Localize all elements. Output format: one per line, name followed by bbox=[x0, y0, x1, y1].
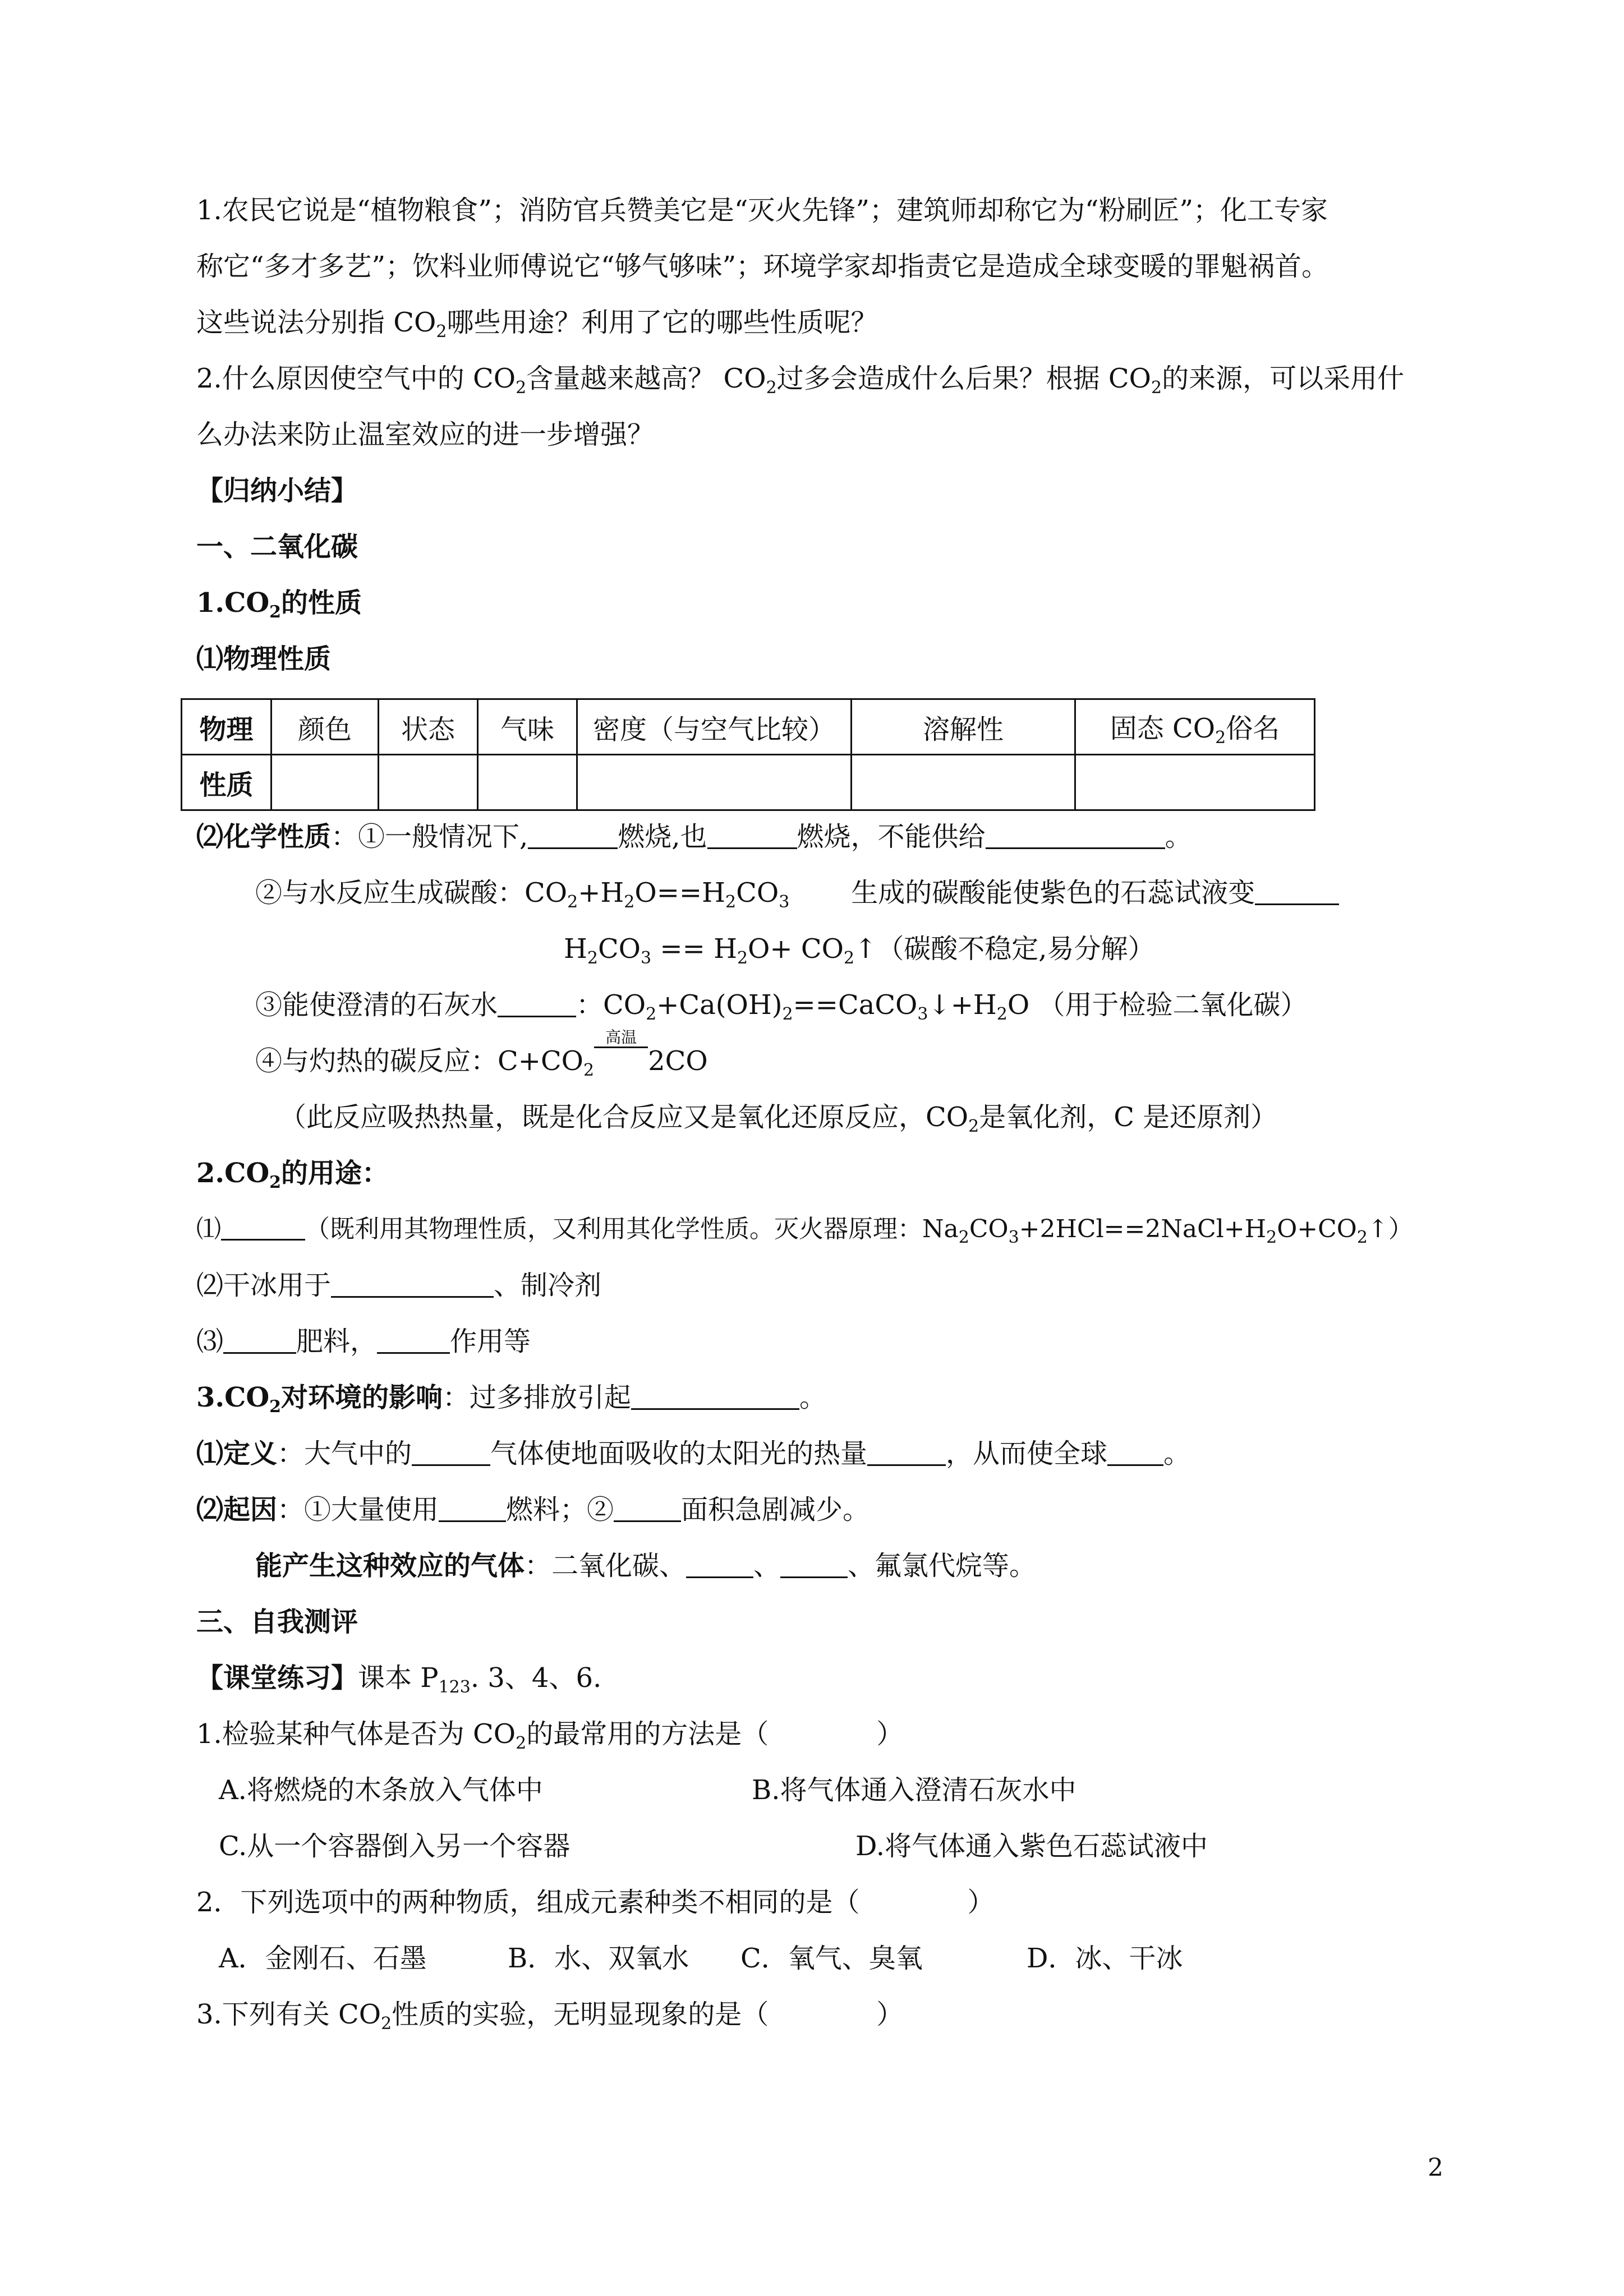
section-1-heading: 一、二氧化碳 bbox=[196, 531, 358, 563]
chemical-properties-line-4: ③能使澄清的石灰水 ：$CO_2+Ca(OH)_2==CaCO_3↓+H_2O$ （用于检验二氧化碳） bbox=[255, 989, 1308, 1024]
chemical-properties-note: （此反应吸热热量，既是化合反应又是氧化还原反应，$CO_2$是氧化剂，C 是还原剂） bbox=[279, 1101, 1278, 1136]
table-row bbox=[182, 699, 1315, 755]
blank-cell bbox=[272, 755, 379, 810]
mc-question-3: 3.下列有关 $CO_2$性质的实验，无明显现象的是（ ） bbox=[196, 1999, 904, 2034]
blank bbox=[686, 1552, 753, 1578]
blank bbox=[614, 1496, 681, 1522]
blank bbox=[1107, 1440, 1163, 1466]
environment-heading: $3.CO_2$对环境的影响：过多排放引起 。 bbox=[196, 1382, 827, 1417]
blank bbox=[707, 823, 797, 849]
blank bbox=[221, 1214, 305, 1241]
reaction-condition: 高温 bbox=[594, 1043, 648, 1079]
table-row bbox=[182, 755, 1315, 810]
blank bbox=[331, 1271, 494, 1298]
blank bbox=[1255, 879, 1339, 905]
mc1-option-b: B.将气体通入澄清石灰水中 bbox=[752, 1774, 1076, 1806]
question-1-line-1: 1.农民它说是“植物粮食”；消防官兵赞美它是“灭火先锋”；建筑师却称它为“粉刷匠”；化工专家 bbox=[196, 195, 1328, 226]
header-state: 状态 bbox=[379, 699, 478, 755]
chemical-properties-line-3: $H_2CO_3 == H_2O+$ $CO_2↑$（碳酸不稳定,易分解） bbox=[564, 933, 1155, 968]
question-2-line-2: 么办法来防止温室效应的进一步增强？ bbox=[196, 419, 655, 450]
blank-cell bbox=[1075, 755, 1315, 810]
summary-heading: 【归纳小结】 bbox=[196, 475, 358, 506]
blank bbox=[412, 1440, 490, 1466]
mc1-option-c: C.从一个容器倒入另一个容器 bbox=[219, 1831, 571, 1862]
blank-cell bbox=[852, 755, 1075, 810]
header-solubility: 溶解性 bbox=[852, 699, 1075, 755]
uses-line-3: ⑶ 肥料， 作用等 bbox=[196, 1326, 531, 1357]
blank-cell bbox=[379, 755, 478, 810]
blank bbox=[986, 823, 1165, 849]
chemical-properties-line-5: ④与灼热的碳反应：$C+CO_2$ 高温 2CO bbox=[255, 1028, 708, 1080]
blank bbox=[377, 1327, 450, 1354]
table-row-header: 物理 bbox=[182, 699, 272, 755]
table-row-header: 性质 bbox=[182, 755, 272, 810]
blank bbox=[780, 1552, 848, 1578]
question-1-line-3: 这些说法分别指 $CO_2$哪些用途？利用了它的哪些性质呢？ bbox=[196, 307, 878, 342]
blank bbox=[498, 991, 576, 1017]
mc-question-2: 2．下列选项中的两种物质，组成元素种类不相同的是（ ） bbox=[196, 1887, 995, 1918]
mc-question-1: 1.检验某种气体是否为 $CO_2$的最常用的方法是（ ） bbox=[196, 1718, 904, 1753]
blank bbox=[223, 1327, 296, 1354]
physical-properties-table bbox=[181, 698, 1315, 811]
uses-line-2: ⑵干冰用于 、制冷剂 bbox=[196, 1270, 602, 1301]
properties-heading: $1.CO_2$的性质 bbox=[196, 587, 362, 622]
greenhouse-cause: ⑵起因：①大量使用 燃料；② 面积急剧减少。 bbox=[196, 1494, 870, 1525]
question-1-line-2: 称它“多才多艺”；饮料业师傅说它“够气够味”；环境学家却指责它是造成全球变暖的罪魁祸首。 bbox=[196, 251, 1329, 282]
mc2-option-a: A．金刚石、石墨 bbox=[219, 1943, 427, 1974]
mc1-option-d: D.将气体通入紫色石蕊试液中 bbox=[855, 1831, 1208, 1862]
blank bbox=[439, 1496, 506, 1522]
chemical-properties-line-2: ②与水反应生成碳酸：$CO_2+H_2O==H_2CO_3$ 生成的碳酸能使紫色的石蕊试液变 bbox=[255, 875, 1339, 920]
class-practice-line: 【课堂练习】课本 $P_{123}$. 3、4、6. bbox=[196, 1662, 602, 1697]
mc2-option-c: C．氧气、臭氧 bbox=[740, 1943, 923, 1974]
blank bbox=[867, 1440, 946, 1466]
mc2-option-b: B．水、双氧水 bbox=[508, 1943, 689, 1974]
uses-heading: $2.CO_2$的用途： bbox=[196, 1158, 389, 1192]
blank bbox=[631, 1384, 799, 1410]
physical-properties-heading: ⑴物理性质 bbox=[196, 643, 332, 675]
header-density: 密度（与空气比较） bbox=[577, 699, 852, 755]
question-2-line-1: 2.什么原因使空气中的 $CO_2$含量越来越高？ $CO_2$过多会造成什么后果？根据 $CO_2$的来源，可以采用什 bbox=[196, 363, 1405, 398]
mc2-option-d: D．冰、干冰 bbox=[1027, 1943, 1183, 1974]
blank-cell bbox=[478, 755, 577, 810]
blank bbox=[528, 823, 618, 849]
greenhouse-definition: ⑴定义：大气中的 气体使地面吸收的太阳光的热量 ，从而使全球 。 bbox=[196, 1438, 1191, 1469]
header-odor: 气味 bbox=[478, 699, 577, 755]
blank-cell bbox=[577, 755, 852, 810]
section-3-heading: 三、自我测评 bbox=[196, 1606, 358, 1638]
mc1-option-a: A.将燃烧的木条放入气体中 bbox=[219, 1774, 543, 1806]
chemical-properties-line-1: ⑵化学性质：①一般情况下, 燃烧,也 燃烧，不能供给 。 bbox=[196, 821, 1192, 852]
header-color: 颜色 bbox=[272, 699, 379, 755]
greenhouse-gases: 能产生这种效应的气体：二氧化碳、 、 、氟氯代烷等。 bbox=[255, 1550, 1037, 1582]
uses-line-1: ⑴ （既利用其物理性质，又利用其化学性质。灭火器原理：$Na_2CO_3+2HCl==2NaCl+H_2O+CO_2↑$） bbox=[196, 1215, 1413, 1247]
page-number: 2 bbox=[1428, 2154, 1443, 2182]
header-dry-ice-name: 固态 $CO_2$俗名 bbox=[1075, 699, 1315, 755]
